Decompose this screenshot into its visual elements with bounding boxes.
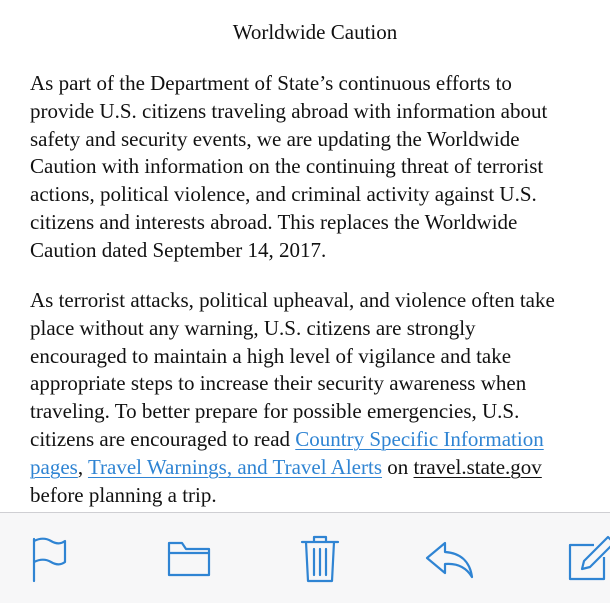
paragraph-2-line: before planning a trip. [30, 482, 217, 507]
paragraph-2-line-with-link [30, 426, 555, 454]
reply-icon [423, 535, 475, 583]
compose-icon [566, 535, 610, 583]
trash-button[interactable] [298, 535, 342, 583]
line-prefix-text: citizens are encouraged to read [30, 426, 296, 451]
paragraph-1-line: Caution with information on the continuing threat of terrorist [30, 154, 544, 179]
paragraph-2-line-with-links [30, 454, 555, 482]
country-specific-info-link-continued[interactable]: pages [30, 454, 78, 479]
reply-button[interactable] [423, 535, 475, 583]
on-text: on [382, 454, 414, 479]
country-specific-info-link[interactable]: Country Specific Information [295, 426, 544, 451]
paragraph-2-line: encouraged to maintain a high level of vigilance and take [30, 343, 512, 368]
paragraph-1-line: As part of the Department of State’s continuous efforts to [30, 71, 512, 95]
travel-warnings-alerts-link[interactable]: Travel Warnings, and Travel Alerts [87, 454, 383, 479]
paragraph-1-line: citizens and interests abroad. This replaces the Worldwide [30, 209, 518, 234]
flag-icon [28, 535, 68, 583]
paragraph-1-line: safety and security events, we are updating the Worldwide [30, 126, 520, 151]
paragraph-2-line: place without any warning, U.S. citizens are strongly [30, 315, 476, 340]
travel-state-gov-text[interactable]: travel.state.gov [413, 454, 542, 479]
flag-button[interactable] [28, 535, 68, 583]
paragraph-2-line: traveling. To better prepare for possible emergencies, U.S. [30, 399, 520, 424]
message-title: Worldwide Caution [232, 20, 398, 44]
paragraph-1-line: provide U.S. citizens traveling abroad with information about [30, 98, 548, 123]
folder-icon [166, 535, 212, 583]
paragraph-2 [30, 287, 555, 509]
compose-button[interactable] [566, 535, 610, 583]
paragraph-2-line: As terrorist attacks, political upheaval, and violence often take [30, 288, 555, 312]
move-to-folder-button[interactable] [166, 535, 212, 583]
bottom-toolbar [0, 512, 610, 603]
separator-text: , [77, 454, 88, 479]
paragraph-1-line: actions, political violence, and criminal activity against U.S. [30, 182, 537, 207]
paragraph-2-line: appropriate steps to increase their security awareness when [30, 371, 527, 396]
paragraph-1-line: Caution dated September 14, 2017. [30, 237, 327, 262]
paragraph-1 [30, 70, 547, 265]
trash-icon [298, 535, 342, 583]
